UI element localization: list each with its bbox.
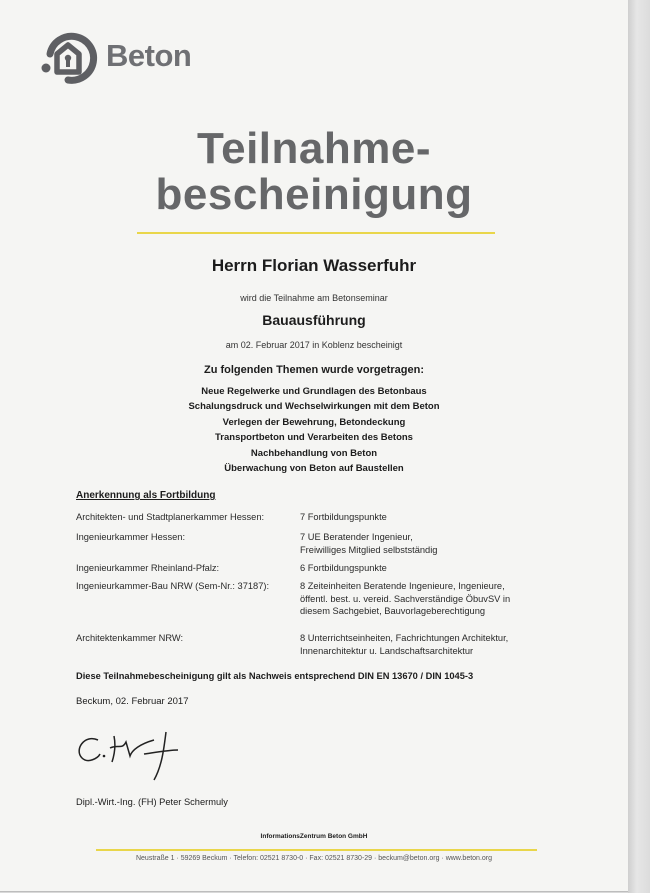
credit-line: 6 Fortbildungspunkte xyxy=(300,563,387,573)
credit-value xyxy=(300,562,570,575)
topic-item: Schalungsdruck und Wechselwirkungen mit dem Beton xyxy=(188,401,440,413)
course-title: Bauausführung xyxy=(262,312,366,328)
credit-line: öffentl. best. u. vereid. Sachverständige ÖbuvSV in xyxy=(300,593,511,604)
credit-line: diesem Sachgebiet, Bauvorlageberechtigung xyxy=(300,606,486,616)
intro-text: wird die Teilnahme am Betonseminar xyxy=(240,293,388,303)
credit-line: 8 Zeiteinheiten Beratende Ingenieure, Ingenieure, xyxy=(300,581,505,591)
title-underline xyxy=(137,232,495,234)
credit-value xyxy=(300,632,570,657)
chamber-name: Ingenieurkammer Hessen: xyxy=(76,532,186,542)
topics-heading: Zu folgenden Themen wurde vorgetragen: xyxy=(203,364,425,376)
topic-item: Transportbeton und Verarbeiten des Betons xyxy=(215,432,413,444)
chamber-name: Ingenieurkammer-Bau NRW (Sem-Nr.: 37187): xyxy=(76,581,270,591)
credit-line: Innenarchitektur u. Landschaftsarchitektur xyxy=(300,645,474,656)
footer-rule xyxy=(96,849,537,851)
place-date: Beckum, 02. Februar 2017 xyxy=(76,696,189,707)
beton-house-logo-icon xyxy=(36,24,100,88)
topics-list xyxy=(0,384,628,476)
signature-graphic xyxy=(70,722,190,786)
recipient-name: Herrn Florian Wasserfuhr xyxy=(211,256,417,275)
credit-value xyxy=(300,531,570,556)
topic-item: Nachbehandlung von Beton xyxy=(250,447,378,459)
recognition-heading: Anerkennung als Fortbildung xyxy=(76,490,216,501)
credit-line: Freiwilliges Mitglied selbstständig xyxy=(300,544,438,555)
chamber-name: Ingenieurkammer Rheinland-Pfalz: xyxy=(76,563,220,573)
brand-logo xyxy=(36,24,191,88)
footer-address: Neustraße 1 · 59269 Beckum · Telefon: 02521 8730-0 · Fax: 02521 8730-29 · beckum@beton.org · www.beton.org xyxy=(135,855,492,862)
topic-item: Überwachung von Beton auf Baustellen xyxy=(224,463,404,475)
credit-line: 8 Unterrichtseinheiten, Fachrichtungen Architektur, xyxy=(300,633,509,643)
handwritten-signature xyxy=(70,722,190,791)
credit-value xyxy=(300,511,570,524)
chamber-name: Architekten- und Stadtplanerkammer Hessen: xyxy=(76,512,265,522)
date-place-line: am 02. Februar 2017 in Koblenz bescheinigt xyxy=(225,340,403,350)
topic-item: Neue Regelwerke und Grundlagen des Betonbaus xyxy=(201,386,427,397)
signer-name: Dipl.-Wirt.-Ing. (FH) Peter Schermuly xyxy=(76,797,228,807)
chamber-name: Architektenkammer NRW: xyxy=(76,633,184,643)
footer-company: InformationsZentrum Beton GmbH xyxy=(260,833,368,840)
brand-name: Beton xyxy=(106,38,192,73)
proof-statement: Diese Teilnahmebescheinigung gilt als Nachweis entsprechend DIN EN 13670 / DIN 1045-3 xyxy=(76,671,474,681)
credit-line: 7 Fortbildungspunkte xyxy=(300,512,387,522)
credit-value xyxy=(300,580,570,618)
title-line-1: Teilnahme- xyxy=(196,124,431,173)
credit-line: 7 UE Beratender Ingenieur, xyxy=(300,532,413,542)
page-title xyxy=(0,126,628,218)
page-edge-shadow xyxy=(628,0,650,893)
topic-item: Verlegen der Bewehrung, Betondeckung xyxy=(222,416,406,428)
title-line-2: bescheinigung xyxy=(155,170,473,219)
